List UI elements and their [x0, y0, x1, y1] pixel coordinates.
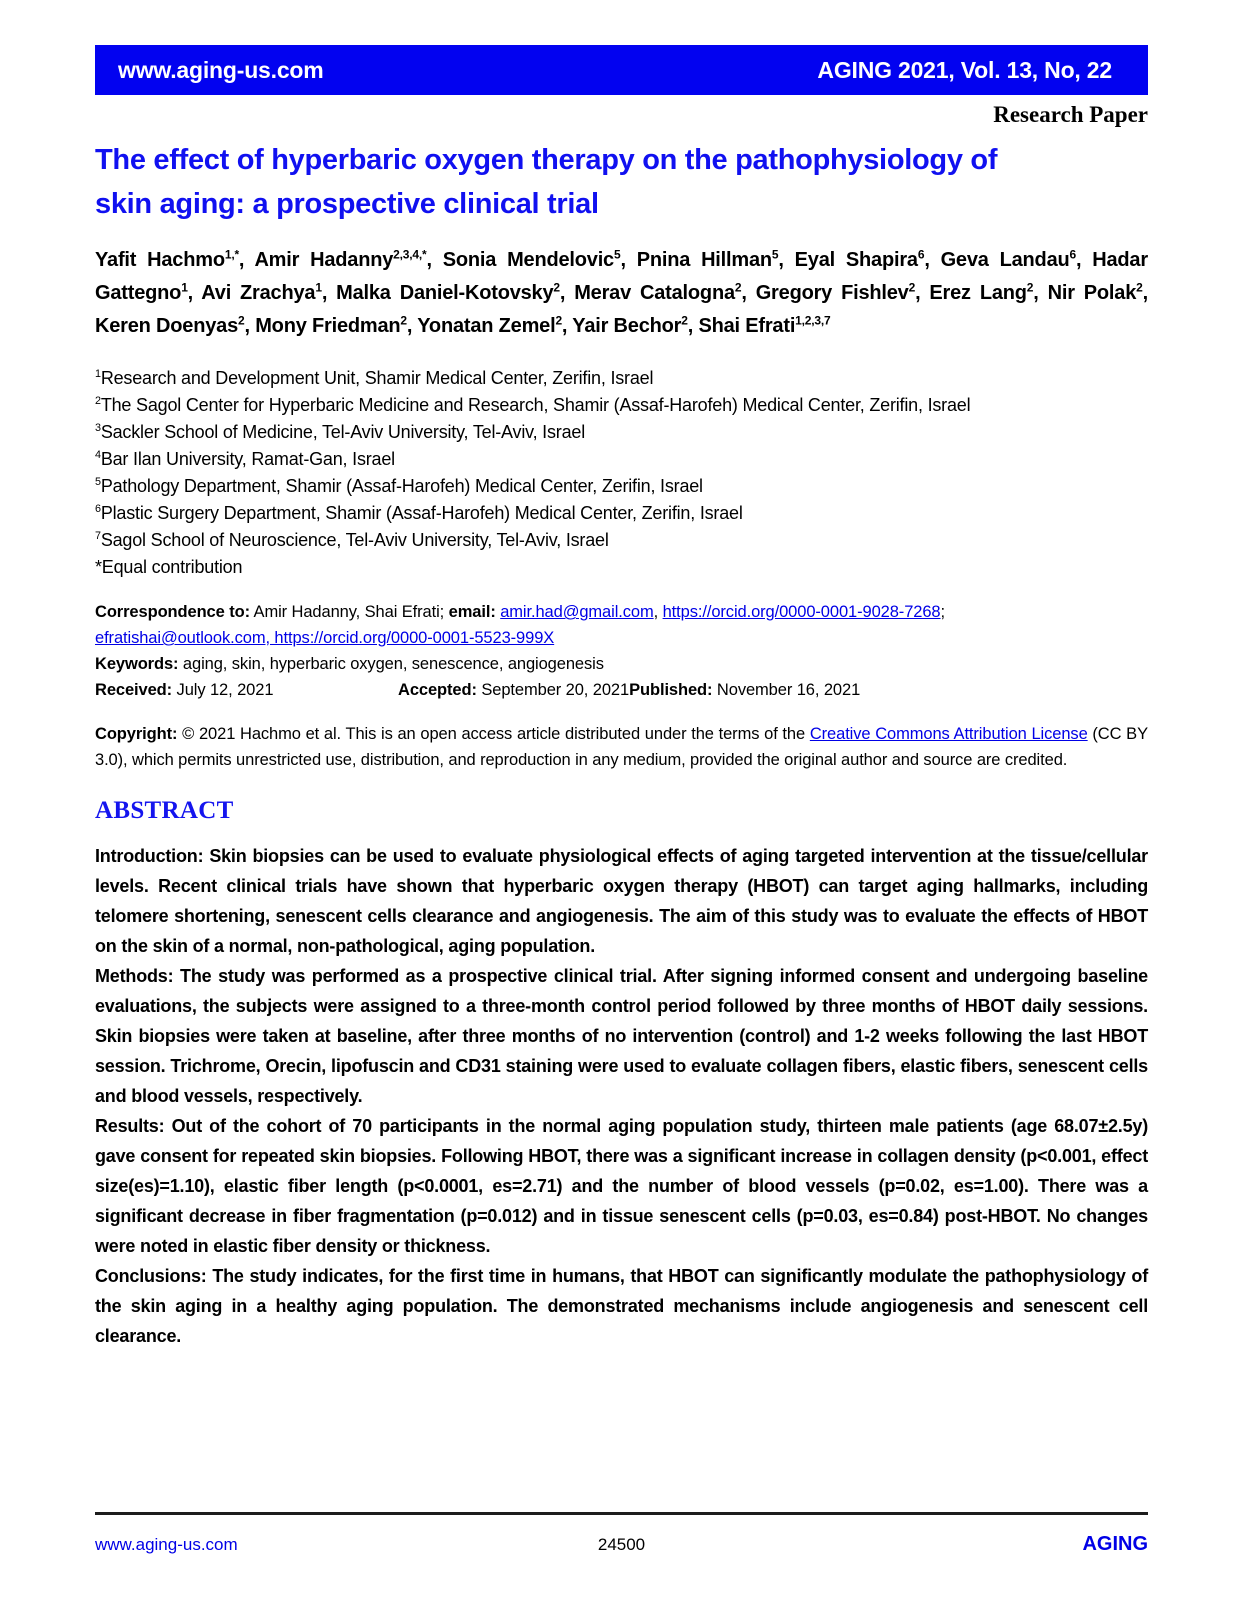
author-separator: ,: [1142, 282, 1148, 304]
author-name: Hadar Gattegno: [95, 249, 1148, 304]
abstract-paragraph-label: Methods:: [95, 966, 174, 986]
author-superscript: 2: [734, 280, 742, 295]
author-name: Avi Zrachya: [201, 282, 316, 304]
correspondence-names: Amir Hadanny, Shai Efrati;: [249, 603, 449, 621]
date-item: [95, 677, 398, 703]
author: [572, 315, 698, 337]
author-separator: ,: [741, 282, 756, 304]
orcid-link-1[interactable]: https://orcid.org/0000-0001-9028-7268: [662, 603, 941, 621]
correspondence-separator-2: ;: [940, 603, 945, 621]
author-superscript: 2: [555, 313, 562, 328]
author: [417, 315, 572, 337]
author-separator: ,: [426, 249, 443, 271]
author: [1048, 282, 1148, 304]
affiliation-item: [95, 500, 1148, 527]
abstract-paragraph-text: The study indicates, for the first time in humans, that HBOT can significantly modulate the pathophysiology of the skin aging in a healthy aging population. The demonstrated mechanisms include angiogenesis and senescent cell clearance.: [95, 1266, 1148, 1346]
copyright-label: Copyright:: [95, 725, 178, 743]
author-name: Eyal Shapira: [794, 249, 918, 271]
author-name: Erez Lang: [929, 282, 1027, 304]
author: [443, 249, 637, 271]
affiliation-text: Plastic Surgery Department, Shamir (Assaf-Harofeh) Medical Center, Zerifin, Israel: [100, 503, 743, 523]
date-label: Accepted:: [398, 681, 477, 699]
author-superscript: 5: [613, 247, 621, 262]
abstract-heading: ABSTRACT: [95, 797, 234, 824]
author-name: Yafit Hachmo: [95, 249, 225, 271]
keywords-text: aging, skin, hyperbaric oxygen, senescence, angiogenesis: [178, 655, 604, 673]
author-separator: ,: [321, 282, 337, 304]
author-name: Keren Doenyas: [95, 315, 239, 337]
author: [637, 249, 795, 271]
author-name: Yair Bechor: [572, 315, 682, 337]
author: [95, 315, 255, 337]
author: [756, 282, 930, 304]
keywords-line: [95, 651, 1148, 677]
author-superscript: 2: [553, 280, 560, 295]
author-separator: ,: [1033, 282, 1048, 304]
author-separator: ,: [620, 249, 637, 271]
author-separator: ,: [915, 282, 930, 304]
author-separator: ,: [1076, 249, 1093, 271]
author: [201, 282, 336, 304]
affiliation-item: [95, 473, 1148, 500]
affiliation-superscript: 2: [95, 395, 101, 407]
affiliation-item: [95, 419, 1148, 446]
affiliation-text: The Sagol Center for Hyperbaric Medicine and Research, Shamir (Assaf-Harofeh) Medical Center, Zerifin, Israel: [100, 395, 971, 415]
affiliation-superscript: 4: [95, 449, 101, 461]
author: [336, 282, 574, 304]
masthead-site-url: www.aging-us.com: [118, 56, 324, 83]
author-separator: ,: [559, 282, 575, 304]
abstract-paragraph-text: The study was performed as a prospective clinical trial. After signing informed consent and undergoing baseline evaluations, the subjects were assigned to a three-month control period followed by three months of HBOT daily sessions. Skin biopsies were taken at baseline, after three months of no intervention (control) and 1-2 weeks following the last HBOT session. Trichrome, Orecin, lipofuscin and CD31 staining were used to evaluate collagen fibers, elastic fibers, senescent cells and blood vessels, respectively.: [95, 966, 1148, 1106]
abstract-paragraph: [95, 1111, 1148, 1261]
paper-title-line-2: skin aging: a prospective clinical trial: [95, 188, 599, 220]
author-superscript: 2: [400, 313, 407, 328]
affiliation-superscript: 1: [95, 368, 101, 380]
author-separator: ,: [238, 249, 255, 271]
author-name: Sonia Mendelovic: [442, 249, 614, 271]
author-separator: ,: [924, 249, 941, 271]
abstract-paragraph: [95, 1261, 1148, 1351]
page-footer: [95, 1512, 1148, 1559]
affiliation-superscript: 3: [95, 422, 101, 434]
author-superscript: 1: [315, 280, 322, 295]
affiliation-superscript: 7: [95, 530, 101, 542]
author-superscript: 2: [681, 313, 688, 328]
author-superscript: 2: [238, 313, 245, 328]
correspondence-label: Correspondence to:: [95, 603, 250, 621]
correspondence-line: [95, 599, 1148, 651]
cc-license-link[interactable]: Creative Commons Attribution License: [809, 725, 1088, 743]
paper-title-line-1: The effect of hyperbaric oxygen therapy on the pathophysiology of: [95, 144, 998, 176]
abstract-paragraph-text: Out of the cohort of 70 participants in the normal aging population study, thirteen male patients (age 68.07±2.5y) gave consent for repeated skin biopsies. Following HBOT, there was a significant increase in collagen density (p<0.001, effect size(es)=1.10), elastic fiber length (p<0.0001, es=2.71) and the number of blood vessels (p=0.02, es=1.00). There was a significant decrease in fiber fragmentation (p=0.012) and in tissue senescent cells (p=0.03, es=0.84) post-HBOT. No changes were noted in elastic fiber density or thickness.: [95, 1116, 1148, 1256]
affiliations-list: [95, 365, 1148, 581]
footer-site-link[interactable]: www.aging-us.com: [95, 1535, 238, 1554]
date-item: [398, 677, 629, 703]
article-type-label: Research Paper: [993, 102, 1148, 127]
author-superscript: 1,2,3,7: [795, 313, 831, 328]
author-name: Merav Catalogna: [574, 282, 735, 304]
author-superscript: 2,3,4,*: [393, 247, 427, 262]
article-meta: [95, 599, 1148, 703]
equal-contribution-note: *Equal contribution: [95, 557, 243, 577]
author: [698, 315, 830, 337]
author-separator: ,: [561, 315, 573, 337]
email-label: email:: [448, 603, 496, 621]
author-name: Geva Landau: [940, 249, 1070, 271]
author-superscript: 6: [1069, 247, 1076, 262]
author: [941, 249, 1093, 271]
author-superscript: 6: [917, 247, 925, 262]
affiliation-text: Pathology Department, Shamir (Assaf-Harofeh) Medical Center, Zerifin, Israel: [100, 476, 703, 496]
author-name: Amir Hadanny: [254, 249, 394, 271]
affiliation-item: [95, 392, 1148, 419]
date-value: September 20, 2021: [481, 681, 630, 699]
author-separator: ,: [187, 282, 202, 304]
affiliation-text: Research and Development Unit, Shamir Medical Center, Zerifin, Israel: [100, 368, 654, 388]
author-superscript: 2: [1026, 280, 1034, 295]
date-item: [629, 677, 860, 703]
author-superscript: 1,*: [224, 247, 239, 262]
abstract-paragraph-label: Conclusions:: [95, 1266, 207, 1286]
correspondence-separator: ,: [653, 603, 663, 621]
author: [255, 315, 417, 337]
date-value: November 16, 2021: [716, 681, 861, 699]
masthead-bar: [95, 45, 1148, 95]
copyright-notice: [95, 721, 1148, 773]
date-label: Received:: [95, 681, 173, 699]
abstract-paragraph-label: Results:: [95, 1116, 165, 1136]
author-name: Pnina Hillman: [636, 249, 772, 271]
copyright-text-after: (CC BY 3.0), which permits unrestricted use, distribution, and reproduction in any medium, provided the original author and source are credited.: [95, 725, 1148, 769]
email-link[interactable]: amir.had@gmail.com: [500, 603, 654, 621]
affiliation-item: [95, 446, 1148, 473]
author-superscript: 5: [771, 247, 779, 262]
affiliation-text: Sackler School of Medicine, Tel-Aviv University, Tel-Aviv, Israel: [100, 422, 586, 442]
copyright-text-before: © 2021 Hachmo et al. This is an open access article distributed under the terms of the: [177, 725, 810, 743]
author-name: Mony Friedman: [255, 315, 401, 337]
abstract-paragraph-text: Skin biopsies can be used to evaluate physiological effects of aging targeted intervention at the tissue/cellular levels. Recent clinical trials have shown that hyperbaric oxygen therapy (HBOT) can target aging hallmarks, including telomere shortening, senescent cells clearance and angiogenesis. The aim of this study was to evaluate the effects of HBOT on the skin of a normal, non-pathological, aging population.: [95, 846, 1148, 956]
affiliation-item: [95, 365, 1148, 392]
author: [929, 282, 1047, 304]
affiliation-superscript: 5: [95, 476, 101, 488]
page-number: 24500: [597, 1535, 646, 1554]
date-value: July 12, 2021: [176, 681, 274, 699]
affiliation-superscript: 6: [95, 503, 101, 515]
abstract-paragraph-label: Introduction:: [95, 846, 204, 866]
affiliation-text: Bar Ilan University, Ramat-Gan, Israel: [100, 449, 395, 469]
affiliation-text: Sagol School of Neuroscience, Tel-Aviv University, Tel-Aviv, Israel: [100, 530, 609, 550]
author-name: Yonatan Zemel: [417, 315, 556, 337]
author-name: Nir Polak: [1047, 282, 1137, 304]
dates-row: [95, 677, 1148, 703]
author-separator: ,: [406, 315, 418, 337]
author-superscript: 1: [181, 280, 188, 295]
author-name: Malka Daniel-Kotovsky: [336, 282, 554, 304]
author-name: Gregory Fishlev: [755, 282, 909, 304]
abstract-paragraph: [95, 841, 1148, 961]
author-separator: ,: [687, 315, 699, 337]
footer-rule: [95, 1512, 1148, 1515]
author-separator: ,: [244, 315, 256, 337]
author: [795, 249, 941, 271]
author-name: Shai Efrati: [698, 315, 796, 337]
email-orcid-link-2[interactable]: efratishai@outlook.com, https://orcid.org/0000-0001-5523-999X: [95, 629, 555, 647]
masthead-issue-label: AGING 2021, Vol. 13, No, 22: [817, 56, 1112, 83]
affiliation-item: [95, 527, 1148, 554]
author: [574, 282, 755, 304]
authors-list: [95, 244, 1148, 343]
author-separator: ,: [778, 249, 795, 271]
author: [254, 249, 442, 271]
author-superscript: 2: [908, 280, 916, 295]
abstract-paragraph: [95, 961, 1148, 1111]
keywords-label: Keywords:: [95, 655, 179, 673]
journal-name: AGING: [1082, 1533, 1148, 1555]
paper-title: [95, 138, 1148, 226]
author: [95, 249, 254, 271]
footer-row: [95, 1535, 1148, 1559]
author-superscript: 2: [1136, 280, 1143, 295]
date-label: Published:: [629, 681, 713, 699]
abstract-body: [95, 841, 1148, 1351]
